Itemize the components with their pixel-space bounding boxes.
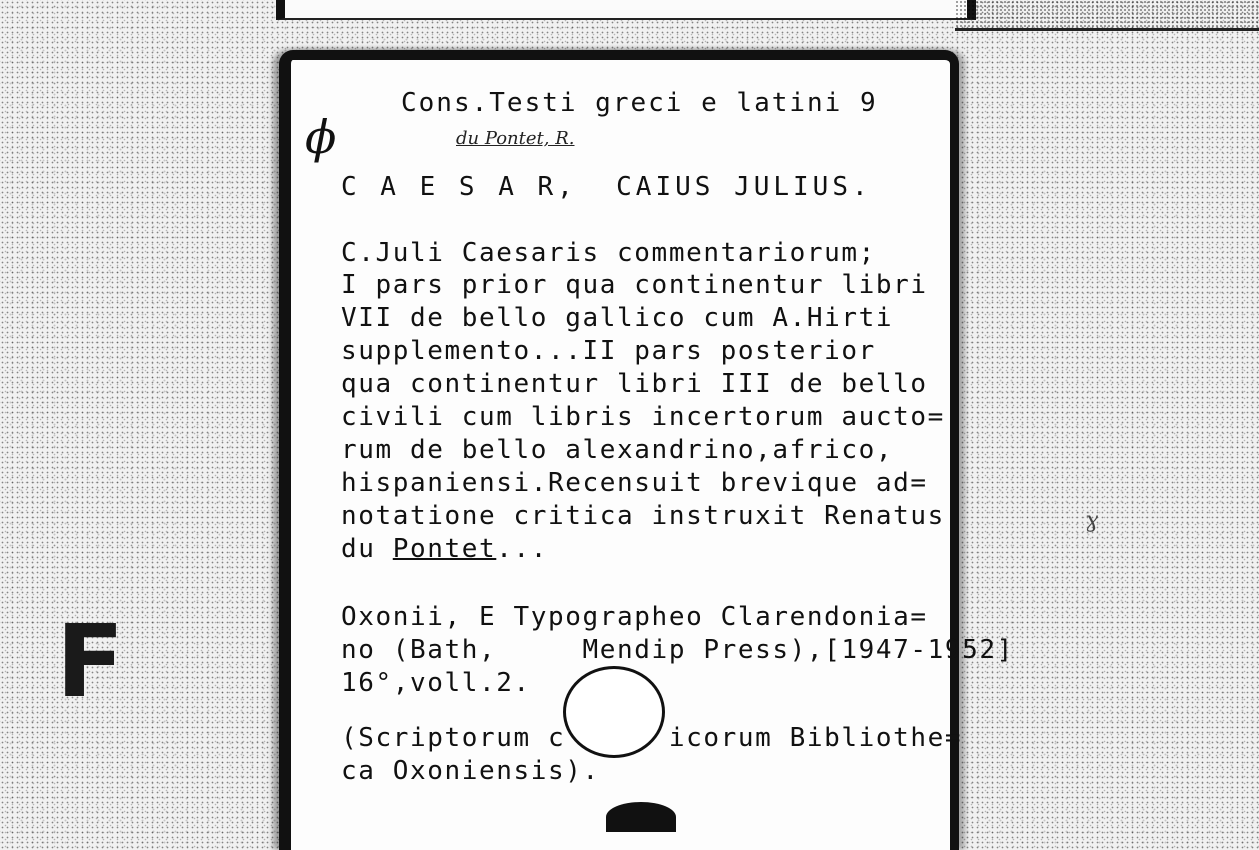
series-line: ca Oxoniensis). — [341, 756, 600, 786]
imprint-line: 16°,voll.2. — [341, 668, 531, 698]
imprint-line: no (Bath, Mendip Press),[1947-1952] — [341, 635, 1014, 665]
title-line: I pars prior qua continentur libri — [341, 270, 928, 300]
previous-card-edge — [276, 0, 976, 20]
handwritten-note: du Pontet, R. — [456, 128, 575, 149]
title-last-suffix: ... — [496, 534, 549, 564]
title-line: qua continentur libri III de bello — [341, 369, 928, 399]
title-line: civili cum libris incertorum aucto= — [341, 402, 945, 432]
cross-out-mark-icon: ϕ — [305, 110, 337, 164]
underlined-name: Pontet — [392, 534, 497, 564]
title-line: supplemento...II pars posterior — [341, 336, 876, 366]
title-line: rum de bello alexandrino,africo, — [341, 435, 894, 465]
imprint-line: Oxonii, E Typographeo Clarendonia= — [341, 602, 928, 632]
catalog-card — [279, 50, 1014, 850]
shelfmark: Cons.Testi greci e latini 9 — [401, 88, 878, 118]
title-line: notatione critica instruxit Renatus — [341, 501, 945, 531]
title-last-line — [341, 534, 548, 564]
adjacent-card-edge — [955, 0, 1259, 31]
title-line: hispaniensi.Recensuit brevique ad= — [341, 468, 928, 498]
author-heading: C A E S A R, CAIUS JULIUS. — [341, 172, 872, 202]
title-line: C.Juli Caesaris commentariorum; — [341, 238, 876, 268]
title-last-prefix: du — [341, 534, 393, 564]
title-line: VII de bello gallico cum A.Hirti — [341, 303, 894, 333]
stray-pencil-mark: ɣ — [1085, 508, 1099, 533]
drawer-letter-label: F — [56, 603, 125, 720]
series-line: (Scriptorum c icorum Bibliothe= — [341, 723, 963, 753]
